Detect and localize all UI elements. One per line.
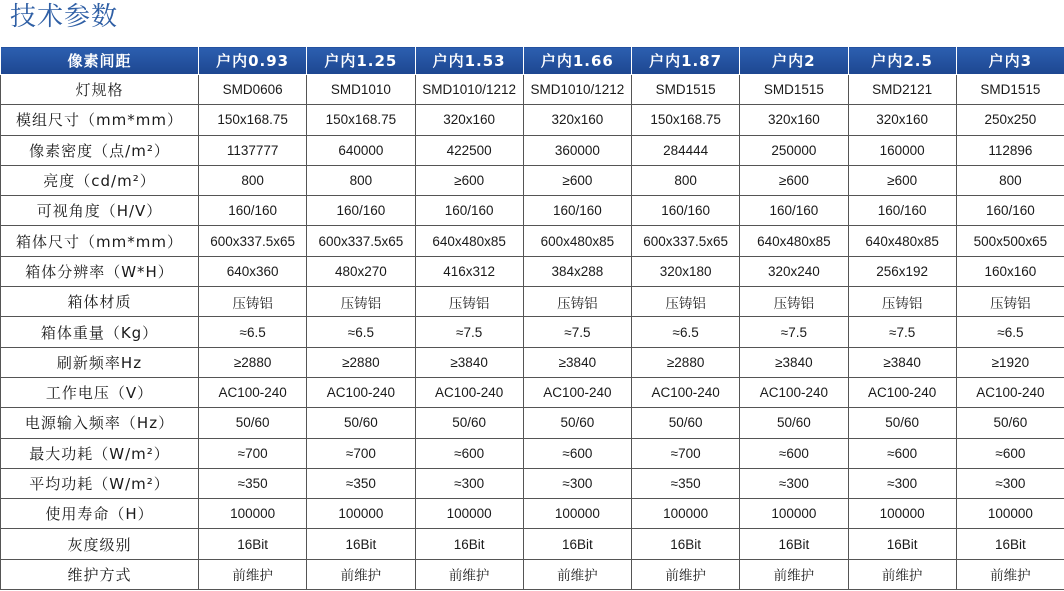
value-cell: AC100-240 xyxy=(848,377,956,407)
value-cell: 100000 xyxy=(523,499,631,529)
value-cell: 100000 xyxy=(415,499,523,529)
table-row xyxy=(1,105,1064,135)
value-cell: 500x500x65 xyxy=(956,226,1064,256)
value-cell: ≈600 xyxy=(415,438,523,468)
value-cell: ≈7.5 xyxy=(848,317,956,347)
value-cell: 640x360 xyxy=(199,256,307,286)
table-row xyxy=(1,559,1064,589)
table-row xyxy=(1,165,1064,195)
value-cell: SMD1010/1212 xyxy=(523,75,631,105)
param-label: 模组尺寸（mm*mm） xyxy=(1,105,199,135)
value-cell: 50/60 xyxy=(740,408,848,438)
param-label: 箱体分辨率（W*H） xyxy=(1,256,199,286)
value-cell: ≈6.5 xyxy=(632,317,740,347)
value-cell: ≈300 xyxy=(956,468,1064,498)
model-header: 户内2.5 xyxy=(848,47,956,75)
value-cell: ≈700 xyxy=(199,438,307,468)
value-cell: ≈600 xyxy=(740,438,848,468)
value-cell: 800 xyxy=(956,165,1064,195)
value-cell: ≈6.5 xyxy=(199,317,307,347)
value-cell: 600x480x85 xyxy=(523,226,631,256)
table-row xyxy=(1,287,1064,317)
value-cell: 16Bit xyxy=(632,529,740,559)
table-row xyxy=(1,408,1064,438)
value-cell: AC100-240 xyxy=(632,377,740,407)
model-header: 户内2 xyxy=(740,47,848,75)
value-cell: 100000 xyxy=(307,499,415,529)
value-cell: 50/60 xyxy=(307,408,415,438)
value-cell: 前维护 xyxy=(956,559,1064,589)
value-cell: 前维护 xyxy=(199,559,307,589)
table-row xyxy=(1,377,1064,407)
value-cell: 800 xyxy=(307,165,415,195)
value-cell: 50/60 xyxy=(523,408,631,438)
value-cell: ≥2880 xyxy=(307,347,415,377)
model-header: 户内0.93 xyxy=(199,47,307,75)
model-header: 户内1.87 xyxy=(632,47,740,75)
value-cell: ≈700 xyxy=(307,438,415,468)
param-label: 箱体尺寸（mm*mm） xyxy=(1,226,199,256)
param-label: 灰度级别 xyxy=(1,529,199,559)
value-cell: AC100-240 xyxy=(199,377,307,407)
value-cell: ≥2880 xyxy=(199,347,307,377)
value-cell: 422500 xyxy=(415,135,523,165)
value-cell: 160000 xyxy=(848,135,956,165)
table-row xyxy=(1,438,1064,468)
param-label: 工作电压（V） xyxy=(1,377,199,407)
value-cell: ≥3840 xyxy=(523,347,631,377)
value-cell: 640x480x85 xyxy=(415,226,523,256)
header-row xyxy=(1,47,1064,75)
value-cell: 前维护 xyxy=(415,559,523,589)
value-cell: 160/160 xyxy=(415,196,523,226)
value-cell: 320x240 xyxy=(740,256,848,286)
value-cell: ≥2880 xyxy=(632,347,740,377)
value-cell: ≥3840 xyxy=(415,347,523,377)
value-cell: 压铸铝 xyxy=(956,287,1064,317)
value-cell: 480x270 xyxy=(307,256,415,286)
value-cell: 压铸铝 xyxy=(199,287,307,317)
value-cell: 50/60 xyxy=(415,408,523,438)
model-header: 户内3 xyxy=(956,47,1064,75)
value-cell: 800 xyxy=(199,165,307,195)
value-cell: 100000 xyxy=(199,499,307,529)
value-cell: AC100-240 xyxy=(307,377,415,407)
value-cell: 100000 xyxy=(740,499,848,529)
value-cell: ≈600 xyxy=(956,438,1064,468)
value-cell: 160/160 xyxy=(848,196,956,226)
value-cell: 压铸铝 xyxy=(848,287,956,317)
param-label: 维护方式 xyxy=(1,559,199,589)
value-cell: ≥3840 xyxy=(740,347,848,377)
value-cell: SMD1515 xyxy=(632,75,740,105)
value-cell: 112896 xyxy=(956,135,1064,165)
value-cell: 前维护 xyxy=(740,559,848,589)
param-label: 最大功耗（W/m²） xyxy=(1,438,199,468)
table-row xyxy=(1,347,1064,377)
value-cell: 100000 xyxy=(956,499,1064,529)
value-cell: 160x160 xyxy=(956,256,1064,286)
value-cell: 前维护 xyxy=(632,559,740,589)
value-cell: 284444 xyxy=(632,135,740,165)
value-cell: 50/60 xyxy=(632,408,740,438)
value-cell: ≈350 xyxy=(632,468,740,498)
value-cell: ≈6.5 xyxy=(307,317,415,347)
value-cell: ≈7.5 xyxy=(523,317,631,347)
table-row xyxy=(1,256,1064,286)
table-row xyxy=(1,499,1064,529)
value-cell: 16Bit xyxy=(848,529,956,559)
value-cell: 压铸铝 xyxy=(307,287,415,317)
table-row xyxy=(1,196,1064,226)
value-cell: SMD2121 xyxy=(848,75,956,105)
value-cell: 360000 xyxy=(523,135,631,165)
value-cell: 320x160 xyxy=(848,105,956,135)
param-label: 刷新频率Hz xyxy=(1,347,199,377)
table-row xyxy=(1,317,1064,347)
value-cell: ≈600 xyxy=(523,438,631,468)
param-label: 可视角度（H/V） xyxy=(1,196,199,226)
value-cell: 384x288 xyxy=(523,256,631,286)
value-cell: 压铸铝 xyxy=(415,287,523,317)
value-cell: ≈300 xyxy=(848,468,956,498)
value-cell: ≥3840 xyxy=(848,347,956,377)
value-cell: ≈350 xyxy=(307,468,415,498)
value-cell: 256x192 xyxy=(848,256,956,286)
value-cell: 前维护 xyxy=(848,559,956,589)
value-cell: 160/160 xyxy=(740,196,848,226)
value-cell: 160/160 xyxy=(199,196,307,226)
param-label: 箱体重量（Kg） xyxy=(1,317,199,347)
value-cell: 16Bit xyxy=(956,529,1064,559)
value-cell: ≈300 xyxy=(523,468,631,498)
value-cell: 压铸铝 xyxy=(740,287,848,317)
value-cell: SMD1515 xyxy=(740,75,848,105)
value-cell: 150x168.75 xyxy=(632,105,740,135)
value-cell: 16Bit xyxy=(307,529,415,559)
value-cell: 416x312 xyxy=(415,256,523,286)
model-header: 户内1.66 xyxy=(523,47,631,75)
value-cell: 1137777 xyxy=(199,135,307,165)
value-cell: AC100-240 xyxy=(523,377,631,407)
page-title: 技术参数 xyxy=(10,2,119,32)
param-label: 像素密度（点/m²） xyxy=(1,135,199,165)
table-row xyxy=(1,75,1064,105)
value-cell: 50/60 xyxy=(848,408,956,438)
value-cell: 100000 xyxy=(848,499,956,529)
value-cell: 600x337.5x65 xyxy=(632,226,740,256)
table-row xyxy=(1,226,1064,256)
spec-table xyxy=(0,46,1064,590)
value-cell: ≈7.5 xyxy=(415,317,523,347)
value-cell: ≥600 xyxy=(415,165,523,195)
value-cell: ≈6.5 xyxy=(956,317,1064,347)
param-label: 使用寿命（H） xyxy=(1,499,199,529)
value-cell: 160/160 xyxy=(632,196,740,226)
value-cell: ≈300 xyxy=(415,468,523,498)
param-label: 灯规格 xyxy=(1,75,199,105)
value-cell: ≥600 xyxy=(740,165,848,195)
value-cell: 640000 xyxy=(307,135,415,165)
value-cell: 320x180 xyxy=(632,256,740,286)
value-cell: 16Bit xyxy=(523,529,631,559)
model-header: 户内1.25 xyxy=(307,47,415,75)
param-label: 亮度（cd/m²） xyxy=(1,165,199,195)
value-cell: SMD1010/1212 xyxy=(415,75,523,105)
value-cell: ≈300 xyxy=(740,468,848,498)
value-cell: 320x160 xyxy=(415,105,523,135)
value-cell: AC100-240 xyxy=(415,377,523,407)
value-cell: 16Bit xyxy=(199,529,307,559)
value-cell: 800 xyxy=(632,165,740,195)
value-cell: ≈7.5 xyxy=(740,317,848,347)
value-cell: SMD1010 xyxy=(307,75,415,105)
value-cell: 600x337.5x65 xyxy=(199,226,307,256)
value-cell: 320x160 xyxy=(523,105,631,135)
value-cell: 16Bit xyxy=(415,529,523,559)
value-cell: 600x337.5x65 xyxy=(307,226,415,256)
param-label: 电源输入频率（Hz） xyxy=(1,408,199,438)
table-row xyxy=(1,468,1064,498)
value-cell: 前维护 xyxy=(307,559,415,589)
value-cell: 160/160 xyxy=(956,196,1064,226)
table-row xyxy=(1,135,1064,165)
value-cell: 250x250 xyxy=(956,105,1064,135)
value-cell: ≥600 xyxy=(848,165,956,195)
value-cell: 150x168.75 xyxy=(199,105,307,135)
value-cell: 160/160 xyxy=(523,196,631,226)
value-cell: 16Bit xyxy=(740,529,848,559)
value-cell: ≥1920 xyxy=(956,347,1064,377)
header-label: 像素间距 xyxy=(1,47,199,75)
value-cell: ≈600 xyxy=(848,438,956,468)
value-cell: AC100-240 xyxy=(740,377,848,407)
value-cell: SMD0606 xyxy=(199,75,307,105)
value-cell: 50/60 xyxy=(956,408,1064,438)
value-cell: 640x480x85 xyxy=(848,226,956,256)
value-cell: ≥600 xyxy=(523,165,631,195)
value-cell: SMD1515 xyxy=(956,75,1064,105)
value-cell: 320x160 xyxy=(740,105,848,135)
model-header: 户内1.53 xyxy=(415,47,523,75)
value-cell: 250000 xyxy=(740,135,848,165)
value-cell: AC100-240 xyxy=(956,377,1064,407)
value-cell: 100000 xyxy=(632,499,740,529)
param-label: 箱体材质 xyxy=(1,287,199,317)
param-label: 平均功耗（W/m²） xyxy=(1,468,199,498)
value-cell: ≈700 xyxy=(632,438,740,468)
value-cell: ≈350 xyxy=(199,468,307,498)
value-cell: 160/160 xyxy=(307,196,415,226)
value-cell: 640x480x85 xyxy=(740,226,848,256)
value-cell: 前维护 xyxy=(523,559,631,589)
value-cell: 压铸铝 xyxy=(523,287,631,317)
value-cell: 150x168.75 xyxy=(307,105,415,135)
table-row xyxy=(1,529,1064,559)
value-cell: 压铸铝 xyxy=(632,287,740,317)
value-cell: 50/60 xyxy=(199,408,307,438)
